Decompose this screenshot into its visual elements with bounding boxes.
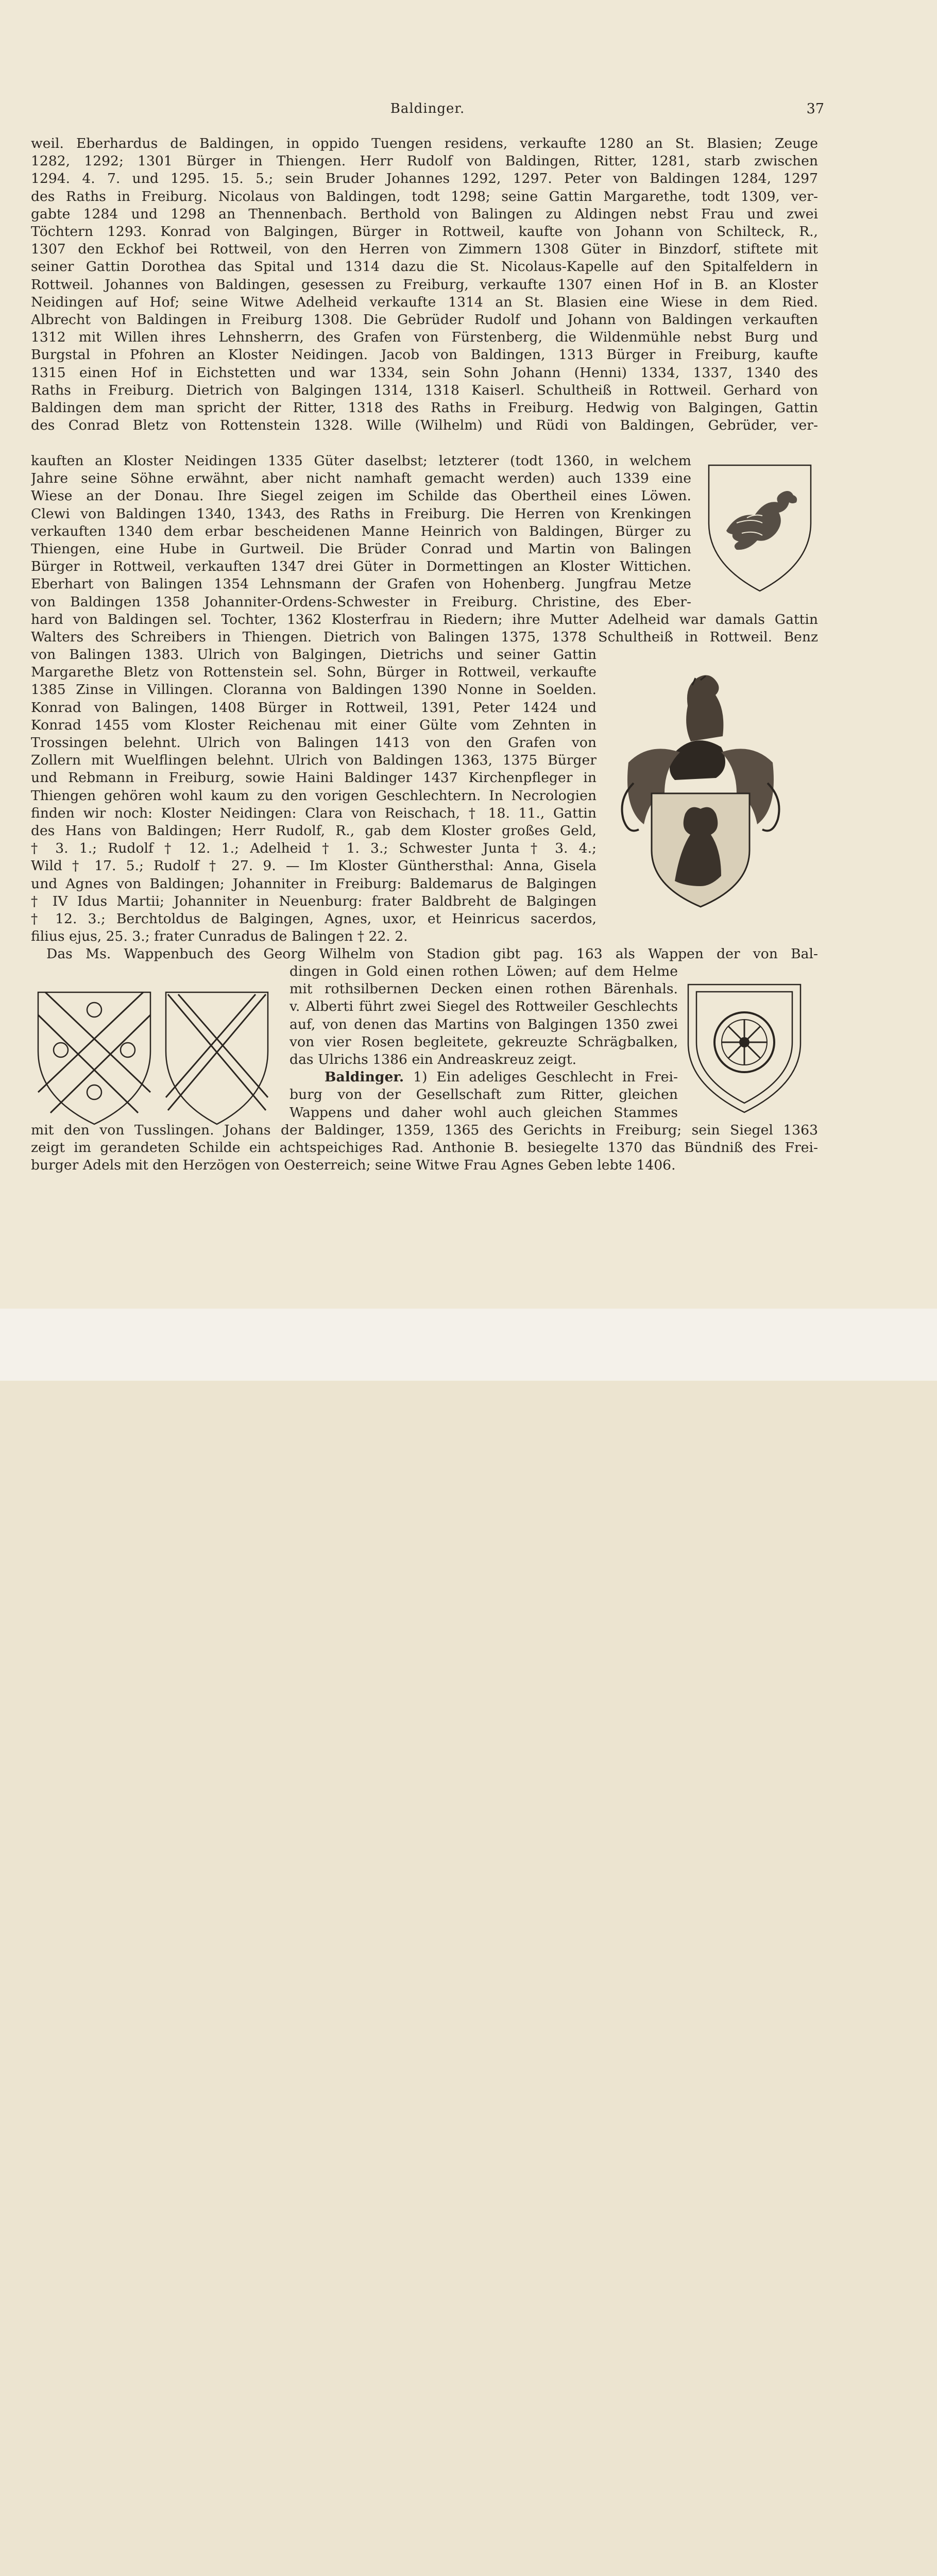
paragraph-block-1	[31, 135, 818, 434]
text-line: Jahre seine Söhne erwähnt, aber nicht namhaft gemacht werden) auch 1339 eine	[31, 470, 691, 487]
entry-heading-continuation: 1) Ein adeliges Geschlecht in Frei-	[404, 1069, 678, 1086]
digitization-footer	[0, 1309, 937, 1381]
text-line: 1312 mit Willen ihres Lehnsherrn, des Grafen von Fürstenberg, die Wildenmühle nebst Burg und	[31, 329, 818, 346]
paragraph-block-3	[31, 611, 818, 646]
text-line: 1282, 1292; 1301 Bürger in Thiengen. Herr Rudolf von Baldingen, Ritter, 1281, starb zwischen	[31, 153, 818, 170]
text-line: Wild † 17. 5.; Rudolf † 27. 9. — Im Kloster Günthersthal: Anna, Gisela	[31, 858, 597, 874]
text-line: † 3. 1.; Rudolf † 12. 1.; Adelheid † 1. 3.; Schwester Junta † 3. 4.;	[31, 840, 597, 857]
text-line: Thiengen, eine Hube in Gurtweil. Die Brüder Conrad und Martin von Balingen	[31, 541, 691, 557]
text-line: 1294. 4. 7. und 1295. 15. 5.; sein Bruder Johannes 1292, 1297. Peter von Baldingen 1284, 1297	[31, 171, 818, 187]
wheel-shield-illustration	[685, 981, 804, 1115]
text-line: Margarethe Bletz von Rottenstein sel. Sohn, Bürger in Rottweil, verkaufte	[31, 664, 597, 681]
lion-shield-illustration	[706, 461, 814, 595]
text-line: v. Alberti führt zwei Siegel des Rottweiler Geschlechts	[289, 998, 678, 1015]
text-line: burger Adels mit den Herzögen von Oesterreich; seine Witwe Frau Agnes Geben lebte 1406.	[31, 1157, 676, 1174]
text-line: Rottweil. Johannes von Baldingen, gesessen zu Freiburg, verkaufte 1307 einen Hof in B. an Kloster	[31, 276, 818, 293]
text-line: Wappens und daher wohl auch gleichen Stammes	[289, 1104, 678, 1121]
text-line: Töchtern 1293. Konrad von Balgingen, Bürger in Rottweil, kaufte von Johann von Schilteck, R.,	[31, 224, 818, 240]
text-line: Konrad 1455 vom Kloster Reichenau mit einer Gülte vom Zehnten in	[31, 717, 597, 733]
text-line: finden wir noch: Kloster Neidingen: Clara von Reischach, † 18. 11., Gattin	[31, 805, 597, 821]
text-line: von vier Rosen begleitete, gekreuzte Schrägbalken,	[289, 1033, 678, 1050]
saltire-shield-illustration	[163, 989, 271, 1128]
text-line: Das Ms. Wappenbuch des Georg Wilhelm von Stadion gibt pag. 163 als Wappen der von Bal-	[46, 946, 818, 962]
text-line: seiner Gattin Dorothea das Spital und 1314 dazu die St. Nicolaus-Kapelle auf den Spitalfeldern in	[31, 259, 818, 275]
paragraph-block-2	[31, 452, 691, 611]
text-line: Trossingen belehnt. Ulrich von Balingen 1413 von den Grafen von	[31, 735, 597, 751]
text-line: Zollern mit Wuelflingen belehnt. Ulrich von Baldingen 1363, 1375 Bürger	[31, 752, 597, 769]
text-line: † 12. 3.; Berchtoldus de Balgingen, Agnes, uxor, et Heinricus sacerdos,	[31, 911, 597, 927]
text-line: mit den von Tusslingen. Johans der Baldinger, 1359, 1365 des Gerichts in Freiburg; sein Siegel 1363	[31, 1122, 818, 1138]
text-line: des Hans von Baldingen; Herr Rudolf, R., gab dem Kloster großes Geld,	[31, 823, 597, 839]
page-title: Baldinger.	[390, 101, 465, 116]
text-line: Bürger in Rottweil, verkauften 1347 drei Güter in Dormettingen an Kloster Wittichen.	[31, 558, 691, 575]
text-line: filius ejus, 25. 3.; frater Cunradus de Balingen † 22. 2.	[31, 928, 408, 945]
text-line: von Balingen 1383. Ulrich von Balgingen, Dietrichs und seiner Gattin	[31, 647, 597, 663]
text-line: dingen in Gold einen rothen Löwen; auf dem Helme	[289, 963, 678, 979]
paragraph-block-7	[31, 1122, 818, 1175]
entry-heading: Baldinger.	[325, 1069, 404, 1086]
text-line: des Conrad Bletz von Rottenstein 1328. Wille (Wilhelm) und Rüdi von Baldingen, Gebrüder, ver-	[31, 417, 818, 434]
text-line	[289, 1069, 678, 1086]
text-line: Thiengen gehören wohl kaum zu den vorigen Geschlechtern. In Necrologien	[31, 787, 597, 804]
text-line: Neidingen auf Hof; seine Witwe Adelheid verkaufte 1314 an St. Blasien eine Wiese in dem Ried.	[31, 294, 818, 310]
text-line: des Raths in Freiburg. Nicolaus von Baldingen, todt 1298; seine Gattin Margarethe, todt 1309, ver-	[31, 188, 818, 205]
text-line: kauften an Kloster Neidingen 1335 Güter daselbst; letzterer (todt 1360, in welchem	[31, 453, 691, 469]
text-line: weil. Eberhardus de Baldingen, in oppido Tuengen residens, verkaufte 1280 an St. Blasien; Zeuge	[31, 135, 818, 151]
text-line: und Agnes von Baldingen; Johanniter in Freiburg: Baldemarus de Balgingen	[31, 875, 597, 892]
text-line: Clewi von Baldingen 1340, 1343, des Raths in Freiburg. Die Herren von Krenkingen	[31, 505, 691, 522]
text-line: † IV Idus Martii; Johanniter in Neuenburg: frater Baldbreht de Balgingen	[31, 893, 597, 909]
text-line: hard von Baldingen sel. Tochter, 1362 Klosterfrau in Riedern; ihre Mutter Adelheid war damals Gattin	[31, 612, 818, 628]
paragraph-block-6	[289, 963, 678, 1122]
text-line: auf, von denen das Martins von Balgingen 1350 zwei	[289, 1016, 678, 1032]
text-line: Walters des Schreibers in Thiengen. Dietrich von Balingen 1375, 1378 Schultheiß in Rottweil. Benz	[31, 629, 818, 646]
text-line: Albrecht von Baldingen in Freiburg 1308. Die Gebrüder Rudolf und Johann von Baldingen verkauften	[31, 312, 818, 328]
text-line: und Rebmann in Freiburg, sowie Haini Baldinger 1437 Kirchenpfleger in	[31, 770, 597, 786]
text-line: 1307 den Eckhof bei Rottweil, von den Herren von Zimmern 1308 Güter in Binzdorf, stiftete mit	[31, 241, 818, 258]
text-line: Konrad von Balingen, 1408 Bürger in Rottweil, 1391, Peter 1424 und	[31, 699, 597, 716]
text-line: 1315 einen Hof in Eichstetten und war 1334, sein Sohn Johann (Henni) 1334, 1337, 1340 des	[31, 364, 818, 381]
text-line: Burgstal in Pfohren an Kloster Neidingen. Jacob von Baldingen, 1313 Bürger in Freiburg, kaufte	[31, 347, 818, 363]
roses-bend-shield-illustration	[35, 989, 154, 1128]
text-line: Wiese an der Donau. Ihre Siegel zeigen im Schilde das Obertheil eines Löwen.	[31, 488, 691, 504]
helmed-lion-arms-illustration	[598, 665, 804, 912]
text-line: 1385 Zinse in Villingen. Cloranna von Baldingen 1390 Nonne in Soelden.	[31, 682, 597, 698]
text-line: burg von der Gesellschaft zum Ritter, gleichen	[289, 1087, 678, 1103]
text-line: gabte 1284 und 1298 an Thennenbach. Berthold von Balingen zu Aldingen nebst Frau und zwei	[31, 206, 818, 222]
paragraph-block-5	[31, 945, 818, 963]
text-line: zeigt im gerandeten Schilde ein achtspeichiges Rad. Anthonie B. besiegelte 1370 das Bündniß des Frei-	[31, 1140, 818, 1156]
text-line: verkauften 1340 dem erbar bescheidenen Manne Heinrich von Baldingen, Bürger zu	[31, 523, 691, 539]
text-line: mit rothsilbernen Decken einen rothen Bärenhals.	[289, 981, 678, 997]
page-number: 37	[806, 101, 824, 117]
running-header	[31, 101, 824, 122]
text-line: das Ulrichs 1386 ein Andreaskreuz zeigt.	[289, 1052, 577, 1068]
text-line: Eberhart von Balingen 1354 Lehnsmann der Grafen von Hohenberg. Jungfrau Metze	[31, 576, 691, 592]
text-line: Raths in Freiburg. Dietrich von Balgingen 1314, 1318 Kaiserl. Schultheiß in Rottweil. Gerhard von	[31, 382, 818, 398]
text-line: Baldingen dem man spricht der Ritter, 1318 des Raths in Freiburg. Hedwig von Balgingen, Gattin	[31, 400, 818, 416]
text-line: von Baldingen 1358 Johanniter-Ordens-Schwester in Freiburg. Christine, des Eber-	[31, 594, 691, 610]
paragraph-block-4	[31, 646, 597, 945]
